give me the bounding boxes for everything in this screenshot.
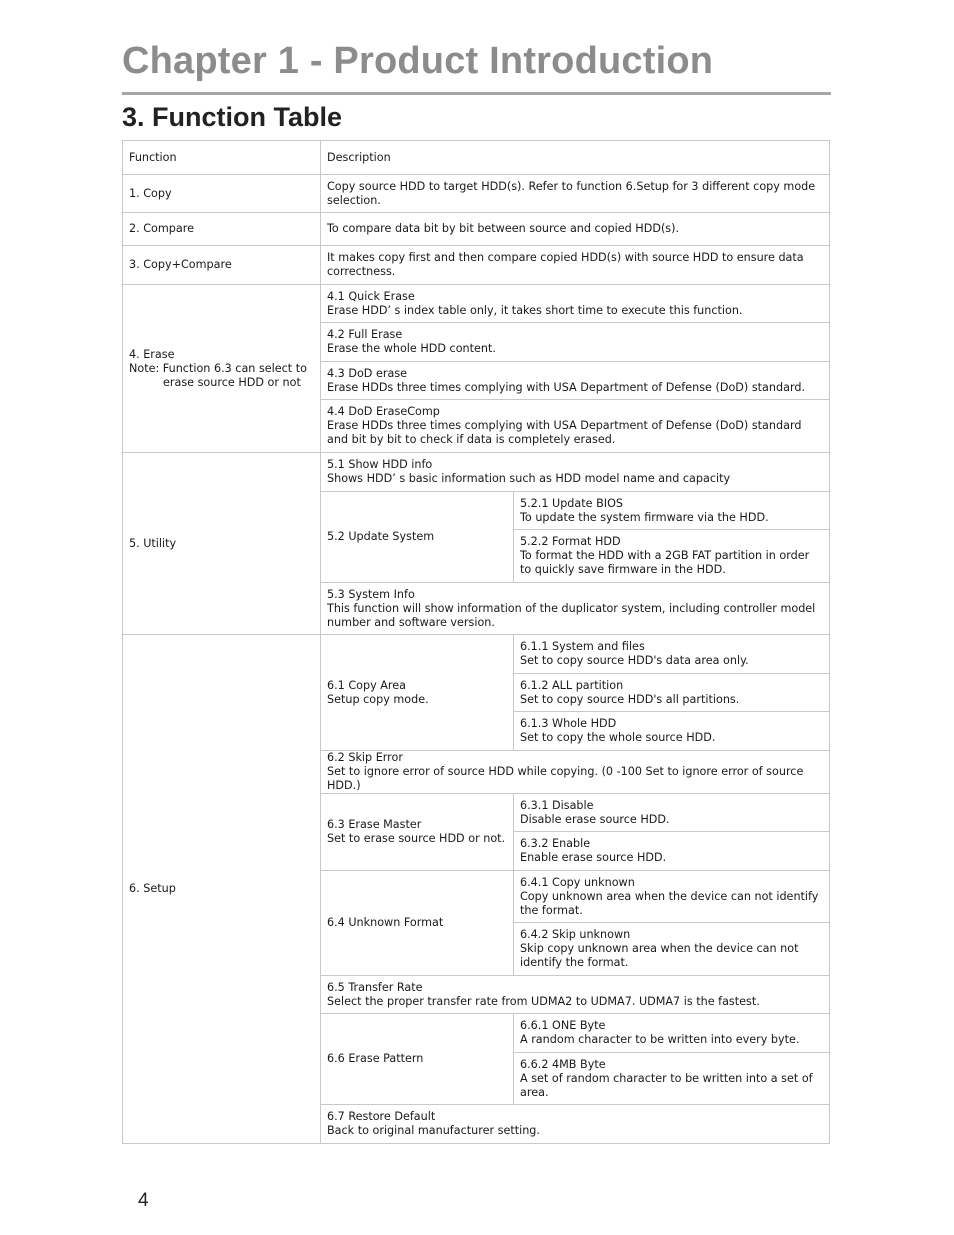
function-table (122, 140, 830, 1144)
function-name-erase (123, 285, 321, 453)
function-name: 1. Copy (123, 175, 321, 213)
option-description: Skip copy unknown area when the device can not identify the format. (520, 942, 799, 969)
function-name: 5. Utility (123, 453, 321, 635)
subfunction-cell (321, 976, 830, 1014)
subfunction-title: 6.2 Skip Error (327, 751, 403, 764)
function-description: It makes copy first and then compare copied HDD(s) with source HDD to ensure data correctness. (321, 246, 830, 285)
column-header-description: Description (321, 141, 830, 175)
option-title: 5.2.2 Format HDD (520, 535, 621, 548)
subfunction-description: This function will show information of the duplicator system, including controller model number and software version. (327, 601, 816, 629)
option-cell (514, 530, 830, 583)
option-description: To format the HDD with a 2GB FAT partition in order to quickly save firmware in the HDD. (520, 549, 810, 576)
subfunction-description: Erase HDD’ s index table only, it takes short time to execute this function. (327, 303, 743, 317)
option-cell (514, 635, 830, 674)
option-cell (514, 832, 830, 871)
option-description: A random character to be written into every byte. (520, 1033, 800, 1046)
option-title: 6.6.1 ONE Byte (520, 1019, 606, 1032)
subfunction-cell (321, 794, 514, 871)
erase-note-line1: Note: Function 6.3 can select to (129, 361, 307, 375)
option-title: 6.1.2 ALL partition (520, 678, 624, 692)
subfunction-title: 6.1 Copy Area (327, 678, 407, 692)
table-row (123, 175, 830, 213)
option-cell (514, 1053, 830, 1105)
subfunction-cell (321, 751, 830, 794)
option-cell (514, 712, 830, 751)
option-description: Disable erase source HDD. (520, 812, 670, 826)
subfunction-cell (321, 583, 830, 635)
option-title: 6.4.1 Copy unknown (520, 875, 635, 889)
subfunction-title: 4.3 DoD erase (327, 366, 408, 380)
subfunction-name: 6.4 Unknown Format (321, 871, 514, 976)
subfunction-cell (321, 285, 830, 323)
option-cell (514, 871, 830, 923)
subfunction-cell (321, 453, 830, 492)
option-description: Copy unknown area when the device can not identify the format. (520, 889, 819, 917)
option-description: Set to copy source HDD's all partitions. (520, 692, 740, 706)
subfunction-cell (321, 1105, 830, 1144)
function-name: 4. Erase (129, 347, 175, 361)
function-name: 3. Copy+Compare (123, 246, 321, 285)
option-title: 6.3.1 Disable (520, 798, 594, 812)
subfunction-description: Select the proper transfer rate from UDMA2 to UDMA7. UDMA7 is the fastest. (327, 994, 760, 1008)
option-title: 6.4.2 Skip unknown (520, 928, 631, 941)
chapter-title: Chapter 1 - Product Introduction (122, 40, 714, 82)
table-row (123, 213, 830, 246)
page-number: 4 (138, 1190, 149, 1211)
function-name: 6. Setup (123, 635, 321, 1144)
column-header-function: Function (123, 141, 321, 175)
option-title: 6.3.2 Enable (520, 837, 591, 850)
option-description: Enable erase source HDD. (520, 851, 667, 864)
subfunction-cell (321, 635, 514, 751)
option-title: 5.2.1 Update BIOS (520, 496, 623, 510)
option-cell (514, 674, 830, 712)
erase-note (129, 362, 314, 390)
option-cell (514, 794, 830, 832)
title-divider (122, 92, 831, 95)
table-row (123, 635, 830, 674)
table-row (123, 453, 830, 492)
subfunction-name: 6.6 Erase Pattern (321, 1014, 514, 1105)
subfunction-title: 5.1 Show HDD info (327, 458, 433, 471)
function-name: 2. Compare (123, 213, 321, 246)
option-description: Set to copy the whole source HDD. (520, 731, 716, 744)
option-cell (514, 923, 830, 976)
subfunction-description: Erase the whole HDD content. (327, 342, 496, 355)
section-title: 3. Function Table (122, 102, 343, 132)
option-description: Set to copy source HDD's data area only. (520, 654, 749, 667)
option-title: 6.1.3 Whole HDD (520, 717, 617, 730)
subfunction-cell (321, 362, 830, 400)
option-cell (514, 1014, 830, 1053)
subfunction-description: Set to ignore error of source HDD while copying. (0 -100 Set to ignore error of source HDD.) (327, 765, 804, 792)
table-row (123, 246, 830, 285)
subfunction-title: 4.1 Quick Erase (327, 289, 415, 303)
subfunction-title: 6.5 Transfer Rate (327, 980, 423, 994)
subfunction-description: Shows HDD’ s basic information such as HDD model name and capacity (327, 472, 731, 485)
subfunction-description: Erase HDDs three times complying with USA Department of Defense (DoD) standard. (327, 380, 806, 394)
subfunction-name: 5.2 Update System (321, 492, 514, 583)
function-description: To compare data bit by bit between source and copied HDD(s). (321, 213, 830, 246)
subfunction-title: 5.3 System Info (327, 587, 415, 601)
table-header-row (123, 141, 830, 175)
subfunction-description: Erase HDDs three times complying with USA Department of Defense (DoD) standard and bit by bit to check if data is completely erased. (327, 419, 802, 446)
option-description: To update the system firmware via the HDD. (520, 510, 769, 524)
subfunction-description: Set to erase source HDD or not. (327, 832, 506, 845)
subfunction-description: Back to original manufacturer setting. (327, 1124, 540, 1137)
subfunction-title: 6.3 Erase Master (327, 818, 422, 831)
subfunction-description: Setup copy mode. (327, 692, 429, 706)
option-description: A set of random character to be written into a set of area. (520, 1071, 813, 1099)
subfunction-title: 4.4 DoD EraseComp (327, 405, 440, 418)
subfunction-title: 4.2 Full Erase (327, 328, 403, 341)
table-row (123, 285, 830, 323)
option-cell (514, 492, 830, 530)
erase-note-line2: erase source HDD or not (163, 375, 301, 389)
subfunction-cell (321, 400, 830, 453)
option-title: 6.6.2 4MB Byte (520, 1057, 606, 1071)
function-description: Copy source HDD to target HDD(s). Refer to function 6.Setup for 3 different copy mode selection. (321, 175, 830, 213)
subfunction-cell (321, 323, 830, 362)
subfunction-title: 6.7 Restore Default (327, 1110, 436, 1123)
option-title: 6.1.1 System and files (520, 640, 645, 653)
